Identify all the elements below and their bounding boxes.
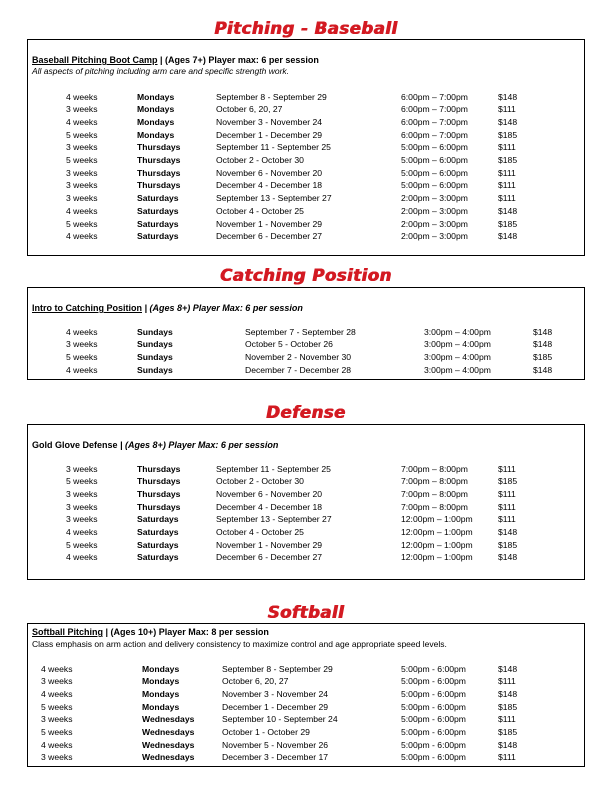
row-dates: October 5 - October 26 xyxy=(245,339,333,350)
row-day: Saturdays xyxy=(137,205,179,216)
row-day: Mondays xyxy=(142,663,180,674)
row-day: Mondays xyxy=(142,676,180,687)
row-weeks: 3 weeks xyxy=(66,180,98,191)
row-price: $111 xyxy=(498,142,516,153)
defense-box xyxy=(27,424,585,580)
table-row xyxy=(28,713,584,726)
row-day: Saturdays xyxy=(137,231,179,242)
row-dates: September 13 - September 27 xyxy=(216,514,332,525)
table-row xyxy=(28,739,584,752)
row-time: 7:00pm – 8:00pm xyxy=(401,488,468,499)
row-time: 5:00pm – 6:00pm xyxy=(401,167,468,178)
table-row xyxy=(28,663,584,676)
row-price: $148 xyxy=(498,739,518,750)
program-header xyxy=(32,627,269,638)
row-time: 7:00pm – 8:00pm xyxy=(401,501,468,512)
row-price: $111 xyxy=(498,714,516,725)
row-day: Mondays xyxy=(137,104,175,115)
row-day: Saturdays xyxy=(137,539,179,550)
row-dates: September 8 - September 29 xyxy=(222,663,333,674)
table-row xyxy=(28,475,584,488)
row-weeks: 5 weeks xyxy=(66,155,98,165)
row-time: 2:00pm – 3:00pm xyxy=(401,205,468,216)
row-day: Saturdays xyxy=(137,193,179,204)
row-dates: September 7 - September 28 xyxy=(245,326,356,337)
table-row xyxy=(28,205,584,218)
row-weeks: 3 weeks xyxy=(66,142,98,153)
row-weeks: 4 weeks xyxy=(41,739,73,750)
row-price: $148 xyxy=(533,339,553,350)
row-weeks: 4 weeks xyxy=(66,326,98,337)
row-price: $148 xyxy=(498,663,518,674)
row-time: 6:00pm – 7:00pm xyxy=(401,116,468,127)
row-price: $185 xyxy=(498,129,518,140)
row-price: $111 xyxy=(498,167,516,178)
row-day: Thursdays xyxy=(137,167,181,178)
table-row xyxy=(28,501,584,514)
row-dates: October 6, 20, 27 xyxy=(222,676,289,687)
row-time: 2:00pm – 3:00pm xyxy=(401,231,468,242)
row-dates: December 1 - December 29 xyxy=(222,701,329,712)
table-row xyxy=(28,526,584,539)
table-row xyxy=(28,230,584,243)
table-row xyxy=(28,488,584,501)
row-time: 2:00pm – 3:00pm xyxy=(401,218,468,229)
row-time: 7:00pm – 8:00pm xyxy=(401,476,468,487)
row-price: $148 xyxy=(533,326,553,337)
section-title-pitching: Pitching - Baseball xyxy=(214,19,398,38)
row-dates: November 6 - November 20 xyxy=(216,167,323,178)
row-price: $111 xyxy=(498,488,516,499)
row-day: Thursdays xyxy=(137,155,181,165)
row-price: $111 xyxy=(498,501,516,512)
table-row xyxy=(28,751,584,764)
table-row xyxy=(28,701,584,714)
program-description: All aspects of pitching including arm care and specific strength work. xyxy=(32,66,290,76)
table-row xyxy=(28,141,584,154)
table-row xyxy=(28,675,584,688)
row-weeks: 3 weeks xyxy=(66,104,98,115)
row-weeks: 4 weeks xyxy=(66,552,98,563)
row-dates: December 1 - December 29 xyxy=(216,129,323,140)
row-price: $148 xyxy=(498,552,518,563)
row-day: Thursdays xyxy=(137,488,181,499)
row-price: $185 xyxy=(498,476,518,487)
row-day: Thursdays xyxy=(137,501,181,512)
program-header xyxy=(32,440,278,451)
row-weeks: 4 weeks xyxy=(66,364,98,375)
row-weeks: 4 weeks xyxy=(66,231,98,242)
row-day: Mondays xyxy=(137,91,175,102)
row-weeks: 4 weeks xyxy=(41,688,73,699)
table-row xyxy=(28,688,584,701)
row-price: $111 xyxy=(498,104,516,115)
row-time: 5:00pm – 6:00pm xyxy=(401,142,468,153)
row-weeks: 4 weeks xyxy=(66,527,98,537)
table-row xyxy=(28,351,584,364)
table-row xyxy=(28,179,584,192)
table-row xyxy=(28,463,584,476)
row-price: $185 xyxy=(498,701,518,712)
row-weeks: 3 weeks xyxy=(66,488,98,499)
table-row xyxy=(28,218,584,231)
row-weeks: 3 weeks xyxy=(66,167,98,178)
table-row xyxy=(28,513,584,526)
table-row xyxy=(28,154,584,167)
row-time: 5:00pm - 6:00pm xyxy=(401,688,466,699)
row-day: Thursdays xyxy=(137,142,181,153)
row-dates: September 11 - September 25 xyxy=(216,463,331,474)
program-name: Softball Pitching xyxy=(32,627,103,637)
row-price: $148 xyxy=(498,91,518,102)
row-dates: October 1 - October 29 xyxy=(222,727,310,737)
row-time: 12:00pm – 1:00pm xyxy=(401,539,473,550)
row-day: Mondays xyxy=(142,701,180,712)
row-time: 3:00pm – 4:00pm xyxy=(424,364,491,375)
row-price: $185 xyxy=(498,155,518,165)
row-weeks: 3 weeks xyxy=(66,514,98,525)
row-time: 12:00pm – 1:00pm xyxy=(401,514,473,525)
table-row xyxy=(28,364,584,377)
table-row xyxy=(28,129,584,142)
row-dates: December 7 - December 28 xyxy=(245,364,352,375)
row-dates: October 4 - October 25 xyxy=(216,527,304,537)
row-day: Saturdays xyxy=(137,218,179,229)
catching-position-box xyxy=(27,287,585,380)
row-time: 5:00pm - 6:00pm xyxy=(401,752,466,763)
row-price: $148 xyxy=(498,688,518,699)
row-weeks: 3 weeks xyxy=(41,676,73,687)
row-day: Mondays xyxy=(137,116,175,127)
row-weeks: 3 weeks xyxy=(66,501,98,512)
row-day: Mondays xyxy=(137,129,175,140)
row-weeks: 3 weeks xyxy=(66,339,98,350)
row-price: $148 xyxy=(498,205,518,216)
row-dates: November 1 - November 29 xyxy=(216,218,323,229)
row-price: $111 xyxy=(498,463,516,474)
program-name: Intro to Catching Position xyxy=(32,303,142,313)
row-dates: September 11 - September 25 xyxy=(216,142,331,153)
row-weeks: 5 weeks xyxy=(66,129,98,140)
row-price: $148 xyxy=(498,116,518,127)
row-day: Wednesdays xyxy=(142,739,195,750)
row-dates: October 2 - October 30 xyxy=(216,155,304,165)
row-weeks: 4 weeks xyxy=(66,205,98,216)
table-row xyxy=(28,326,584,339)
row-weeks: 3 weeks xyxy=(41,714,73,725)
row-day: Wednesdays xyxy=(142,752,195,763)
row-price: $185 xyxy=(533,351,553,362)
row-dates: November 3 - November 24 xyxy=(222,688,329,699)
row-time: 5:00pm - 6:00pm xyxy=(401,663,466,674)
row-time: 5:00pm – 6:00pm xyxy=(401,155,468,165)
table-row xyxy=(28,103,584,116)
row-dates: December 6 - December 27 xyxy=(216,552,323,563)
row-day: Sundays xyxy=(137,339,173,350)
row-day: Wednesdays xyxy=(142,727,195,737)
row-dates: November 6 - November 20 xyxy=(216,488,323,499)
row-day: Saturdays xyxy=(137,527,179,537)
row-day: Thursdays xyxy=(137,180,181,191)
row-weeks: 5 weeks xyxy=(66,476,98,487)
table-row xyxy=(28,726,584,739)
row-time: 6:00pm – 7:00pm xyxy=(401,129,468,140)
row-price: $111 xyxy=(498,514,516,525)
row-time: 5:00pm - 6:00pm xyxy=(401,727,466,737)
row-dates: September 8 - September 29 xyxy=(216,91,327,102)
row-day: Sundays xyxy=(137,364,173,375)
row-weeks: 5 weeks xyxy=(66,218,98,229)
row-dates: December 4 - December 18 xyxy=(216,501,323,512)
section-title-defense: Defense xyxy=(266,403,346,422)
row-weeks: 3 weeks xyxy=(66,463,98,474)
program-details: | (Ages 10+) Player Max: 8 per session xyxy=(103,627,269,637)
row-weeks: 5 weeks xyxy=(66,351,98,362)
row-time: 2:00pm – 3:00pm xyxy=(401,193,468,204)
program-description: Class emphasis on arm action and delivery consistency to maximize control and age appropriate speed levels. xyxy=(32,639,447,649)
program-name: Baseball Pitching Boot Camp xyxy=(32,55,158,65)
row-dates: September 13 - September 27 xyxy=(216,193,332,204)
table-row xyxy=(28,91,584,104)
row-dates: October 6, 20, 27 xyxy=(216,104,283,115)
row-price: $111 xyxy=(498,180,516,191)
row-price: $185 xyxy=(498,727,518,737)
row-time: 3:00pm – 4:00pm xyxy=(424,351,491,362)
row-dates: December 6 - December 27 xyxy=(216,231,323,242)
row-price: $185 xyxy=(498,218,518,229)
section-title-catching: Catching Position xyxy=(220,266,392,285)
row-day: Saturdays xyxy=(137,552,179,563)
row-dates: November 1 - November 29 xyxy=(216,539,323,550)
row-time: 5:00pm - 6:00pm xyxy=(401,676,466,687)
program-details: | (Ages 7+) Player max: 6 per session xyxy=(157,55,319,65)
row-time: 12:00pm – 1:00pm xyxy=(401,527,473,537)
row-dates: November 3 - November 24 xyxy=(216,116,323,127)
row-weeks: 4 weeks xyxy=(66,91,98,102)
table-row xyxy=(28,167,584,180)
row-dates: December 3 - December 17 xyxy=(222,752,329,763)
row-time: 7:00pm – 8:00pm xyxy=(401,463,468,474)
table-row xyxy=(28,192,584,205)
program-name: Gold Glove Defense xyxy=(32,440,118,450)
table-row xyxy=(28,116,584,129)
row-dates: October 4 - October 25 xyxy=(216,205,304,216)
section-title-softball: Softball xyxy=(267,603,345,622)
row-dates: September 10 - September 24 xyxy=(222,714,338,725)
row-time: 12:00pm – 1:00pm xyxy=(401,552,473,563)
row-dates: November 2 - November 30 xyxy=(245,351,352,362)
row-dates: October 2 - October 30 xyxy=(216,476,304,487)
row-price: $185 xyxy=(498,539,518,550)
table-row xyxy=(28,539,584,552)
row-price: $148 xyxy=(533,364,553,375)
table-row xyxy=(28,551,584,564)
row-day: Sundays xyxy=(137,351,173,362)
softball-box xyxy=(27,623,585,767)
row-time: 5:00pm - 6:00pm xyxy=(401,714,466,725)
row-weeks: 3 weeks xyxy=(41,752,73,763)
row-price: $111 xyxy=(498,752,516,763)
row-price: $111 xyxy=(498,676,516,687)
row-time: 6:00pm – 7:00pm xyxy=(401,91,468,102)
program-header xyxy=(32,55,319,66)
row-time: 3:00pm – 4:00pm xyxy=(424,326,491,337)
row-time: 5:00pm - 6:00pm xyxy=(401,739,466,750)
pitching-baseball-box xyxy=(27,39,585,256)
row-price: $148 xyxy=(498,231,518,242)
row-time: 3:00pm – 4:00pm xyxy=(424,339,491,350)
row-price: $111 xyxy=(498,193,516,204)
row-time: 5:00pm – 6:00pm xyxy=(401,180,468,191)
row-weeks: 5 weeks xyxy=(66,539,98,550)
row-weeks: 4 weeks xyxy=(41,663,73,674)
row-weeks: 5 weeks xyxy=(41,727,73,737)
row-dates: November 5 - November 26 xyxy=(222,739,329,750)
program-details: | (Ages 8+) Player Max: 6 per session xyxy=(117,440,279,450)
row-day: Saturdays xyxy=(137,514,179,525)
row-day: Thursdays xyxy=(137,476,181,487)
row-dates: December 4 - December 18 xyxy=(216,180,323,191)
program-header xyxy=(32,303,303,314)
row-weeks: 5 weeks xyxy=(41,701,73,712)
row-time: 5:00pm - 6:00pm xyxy=(401,701,466,712)
table-row xyxy=(28,338,584,351)
row-price: $148 xyxy=(498,527,518,537)
row-day: Thursdays xyxy=(137,463,181,474)
row-day: Sundays xyxy=(137,326,173,337)
row-day: Wednesdays xyxy=(142,714,195,725)
program-details: | (Ages 8+) Player Max: 6 per session xyxy=(142,303,303,313)
row-weeks: 3 weeks xyxy=(66,193,98,204)
row-day: Mondays xyxy=(142,688,180,699)
row-weeks: 4 weeks xyxy=(66,116,98,127)
row-time: 6:00pm – 7:00pm xyxy=(401,104,468,115)
